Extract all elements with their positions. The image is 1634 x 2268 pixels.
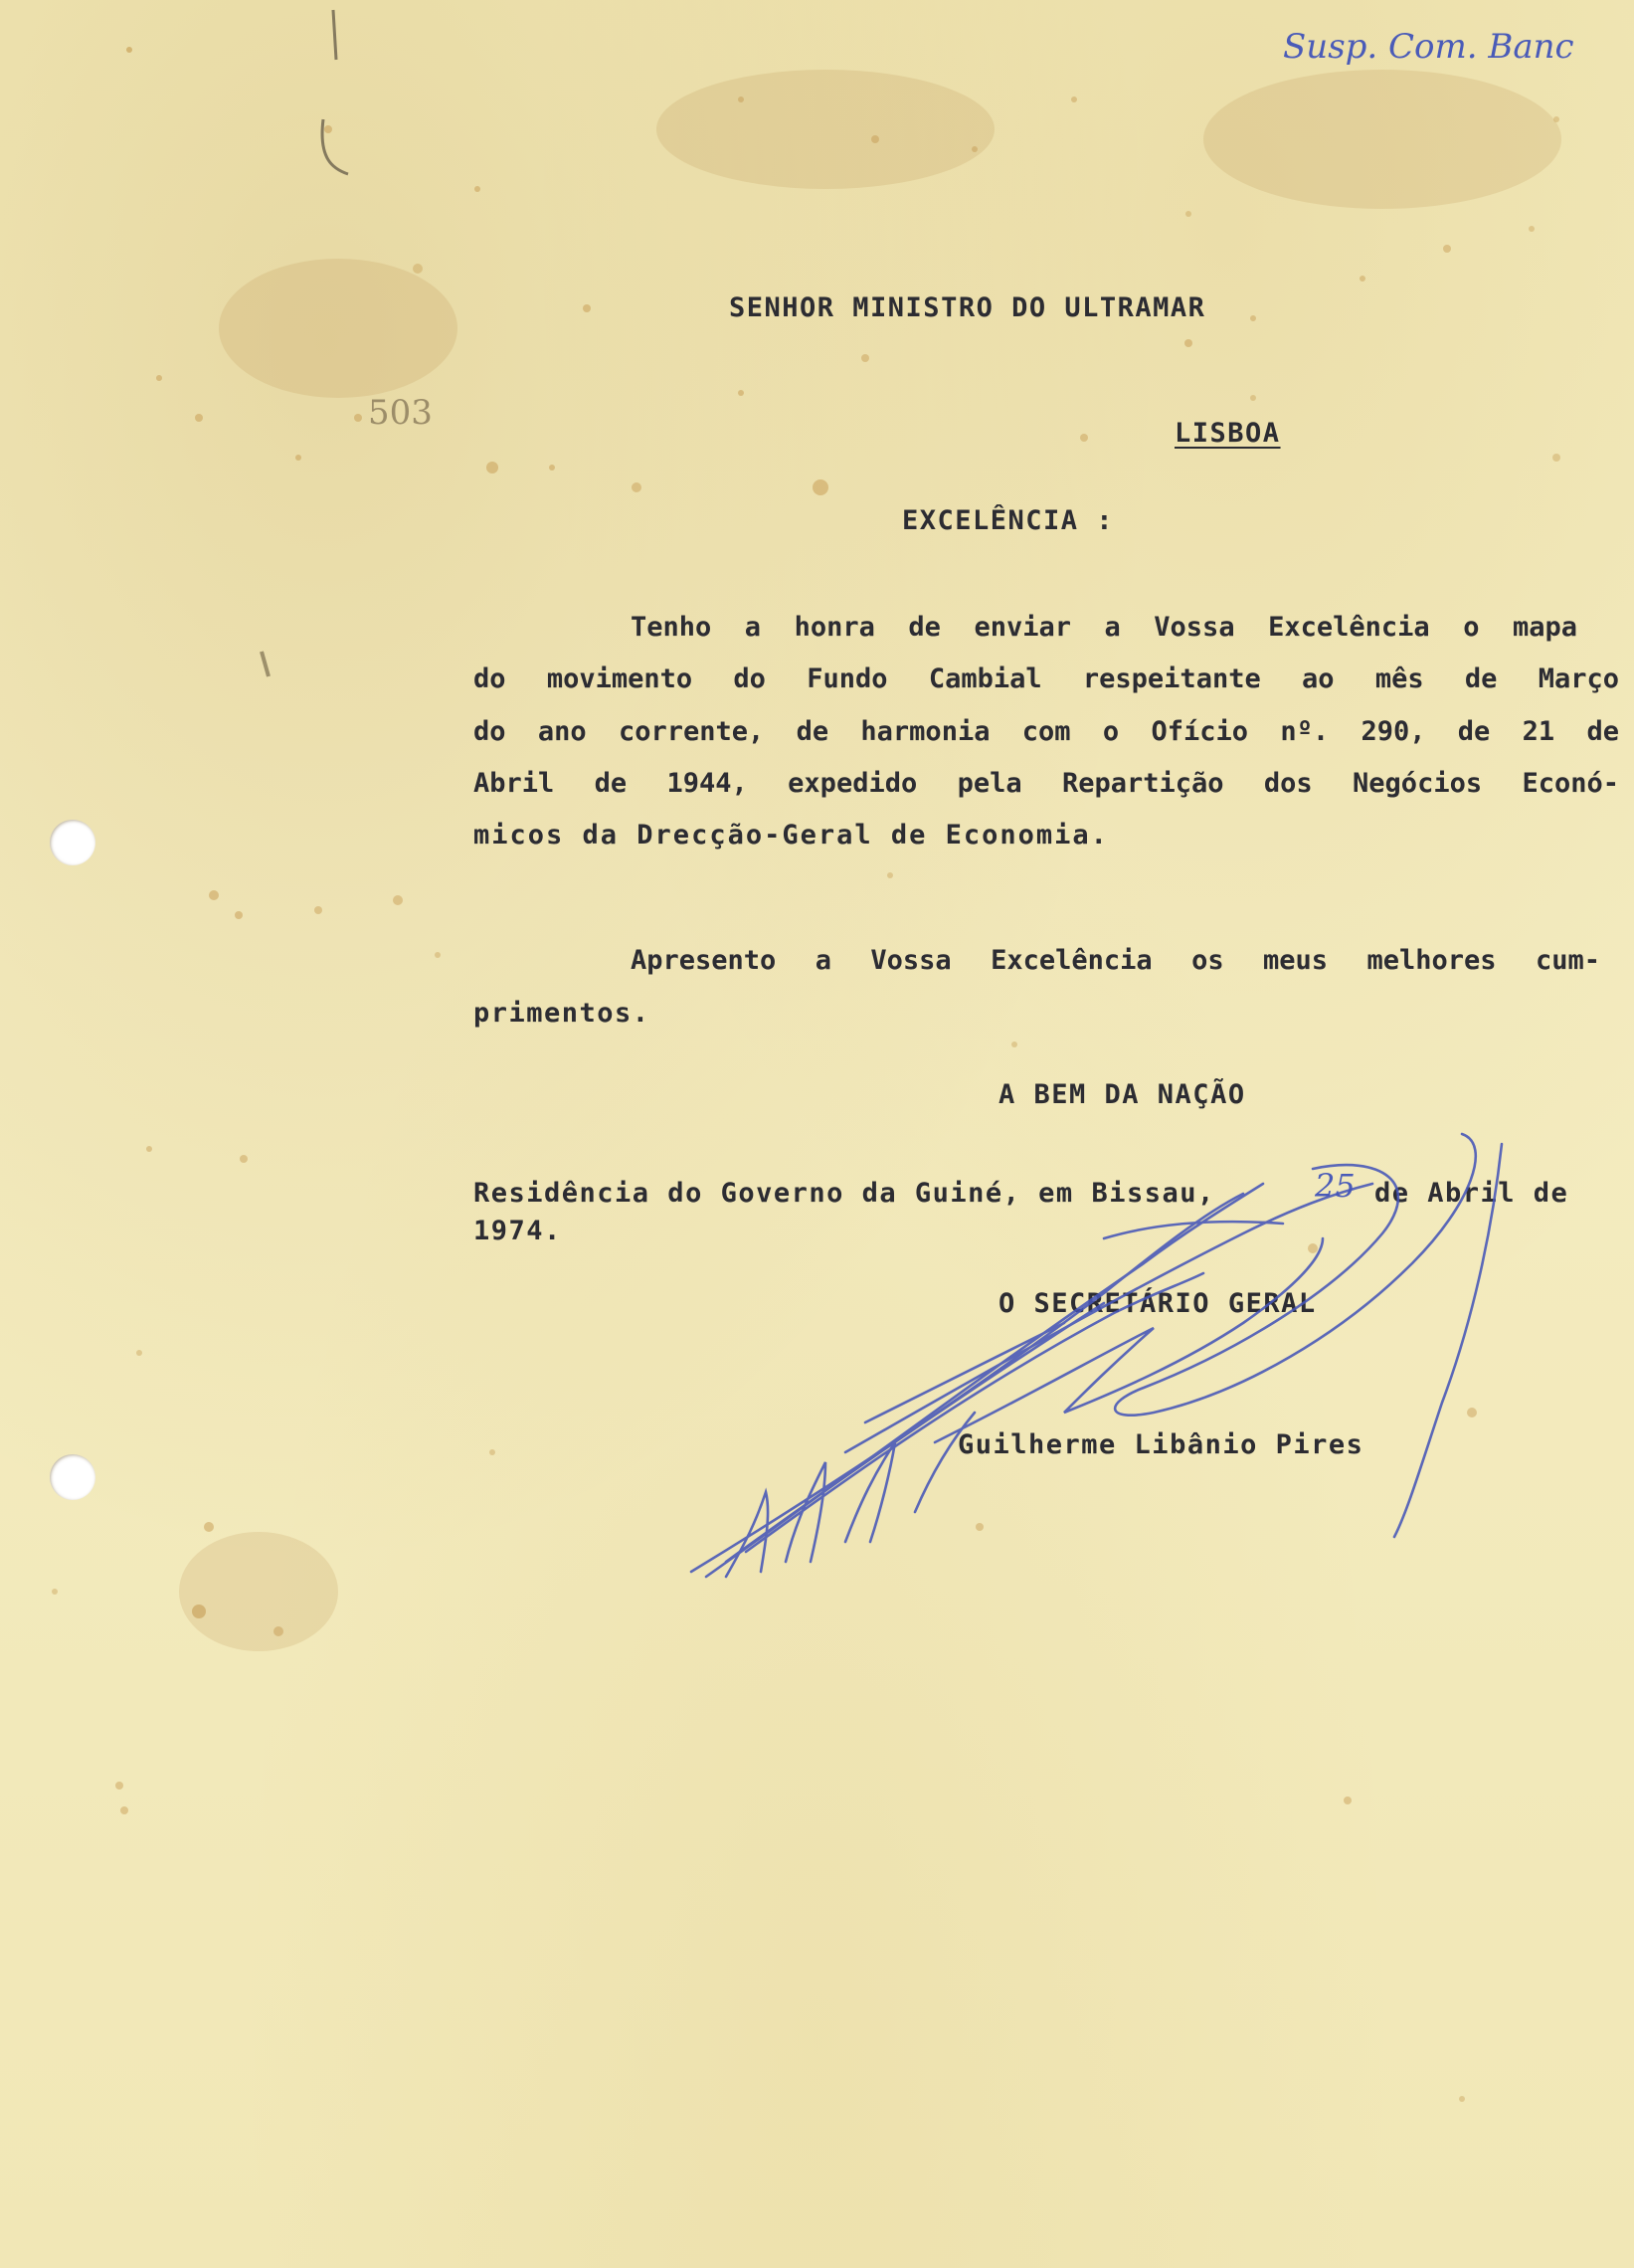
signatory-name: Guilherme Libânio Pires xyxy=(958,1429,1364,1460)
paragraph-1-line-4: Abril de 1944, expedido pela Repartição dos Negócios Econó- xyxy=(473,768,1619,799)
place-date-year: 1974. xyxy=(473,1216,562,1246)
handwritten-day: 25 xyxy=(1315,1167,1356,1205)
signatory-title: O SECRETÁRIO GERAL xyxy=(999,1288,1317,1319)
punch-hole-upper xyxy=(50,820,95,865)
place-date-prefix: Residência do Governo da Guiné, em Bissau, xyxy=(473,1178,1215,1209)
paragraph-1-line-1: Tenho a honra de enviar a Vossa Excelência o mapa xyxy=(631,612,1577,643)
addressee: SENHOR MINISTRO DO ULTRAMAR xyxy=(729,292,1206,323)
punch-hole-lower xyxy=(50,1454,95,1500)
place-date-suffix: de Abril de xyxy=(1374,1178,1569,1209)
city: LISBOA xyxy=(1175,418,1281,449)
handwritten-annotation: Susp. Com. Banc xyxy=(1283,27,1574,67)
handwritten-signature xyxy=(686,1124,1581,1592)
paragraph-1-line-2: do movimento do Fundo Cambial respeitante ao mês de Março xyxy=(473,663,1619,694)
paragraph-2-line-2: primentos. xyxy=(473,998,650,1029)
paragraph-1-line-3: do ano corrente, de harmonia com o Ofício nº. 290, de 21 de xyxy=(473,716,1619,747)
paragraph-1-line-5: micos da Drecção-Geral de Economia. xyxy=(473,820,1109,850)
paragraph-2-line-1: Apresento a Vossa Excelência os meus melhores cum- xyxy=(631,945,1600,976)
archive-number: 503 xyxy=(368,393,433,433)
salutation: EXCELÊNCIA : xyxy=(902,505,1115,536)
closing-formula: A BEM DA NAÇÃO xyxy=(999,1079,1246,1110)
